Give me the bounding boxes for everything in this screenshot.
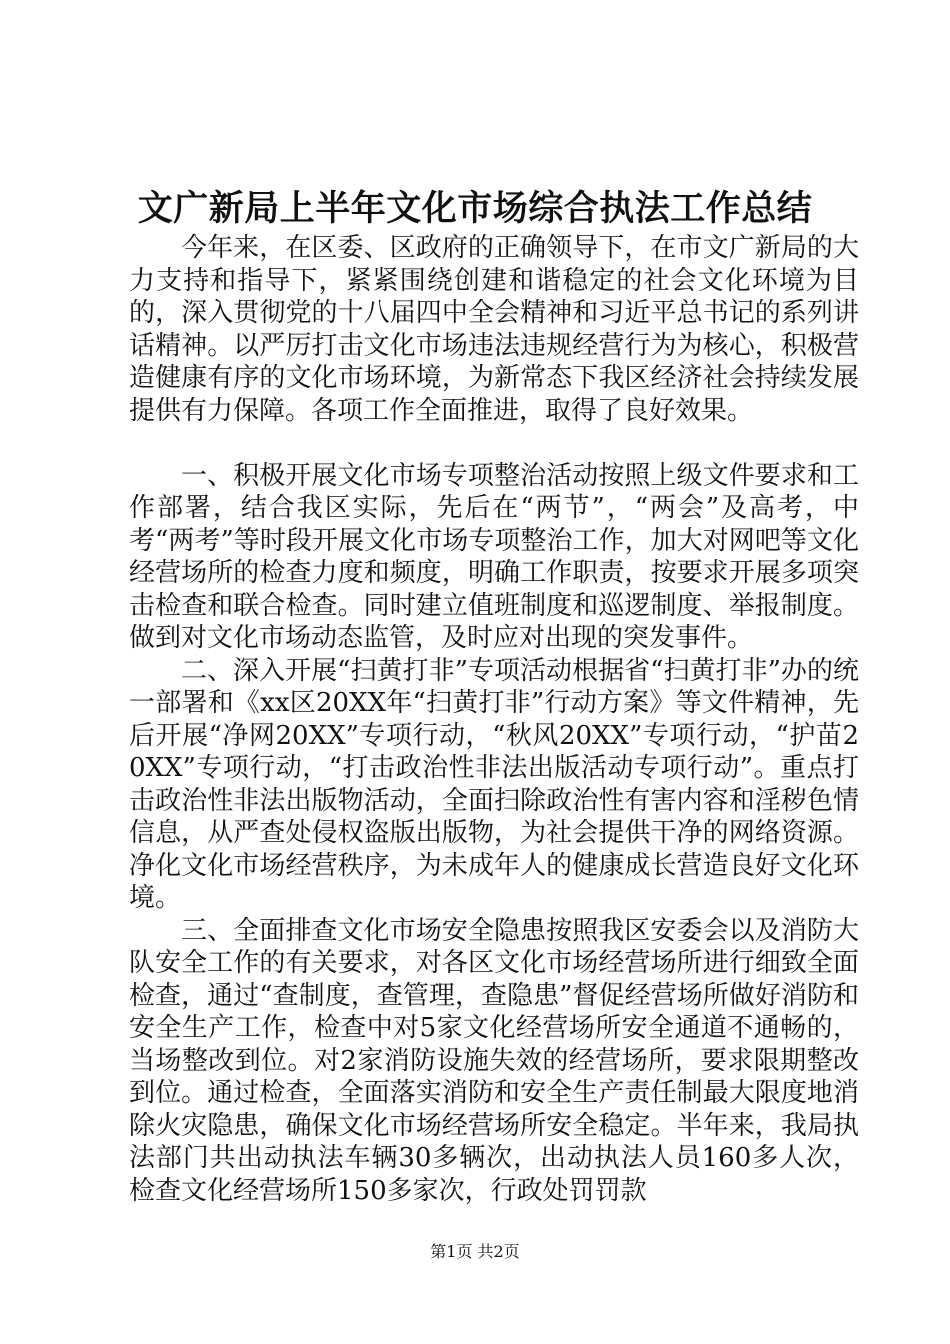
page-number-footer: 第1页 共2页 — [430, 1242, 520, 1261]
paragraph-spacer — [129, 427, 859, 460]
intro-paragraph: 今年来，在区委、区政府的正确领导下，在市文广新局的大力支持和指导下，紧紧围绕创建和谐稳定的社会文化环境为目的，深入贯彻党的十八届四中全会精神和习近平总书记的系列讲话精神。以严厉打击文化市场违法违规经营行为为核心，积极营造健康有序的文化市场环境，为新常态下我区经济社会持续发展提供有力保障。各项工作全面推进，取得了良好效果。 — [129, 233, 859, 426]
document-body — [129, 232, 859, 1207]
section-one-paragraph: 一、积极开展文化市场专项整治活动按照上级文件要求和工作部署，结合我区实际，先后在“两节”，“两会”及高考，中考“两考”等时段开展文化市场专项整治工作，加大对网吧等文化经营场所的检查力度和频度，明确工作职责，按要求开展多项突击检查和联合检查。同时建立值班制度和巡逻制度、举报制度。做到对文化市场动态监管，及时应对出现的突发事件。 — [129, 460, 859, 653]
section-two-paragraph: 二、深入开展“扫黄打非”专项活动根据省“扫黄打非”办的统一部署和《xx区20XX年“扫黄打非”行动方案》等文件精神，先后开展“净网20XX”专项行动，“秋风20XX”专项行动，“护苗20XX”专项行动，“打击政治性非法出版活动专项行动”。重点打击政治性非法出版物活动，全面扫除政治性有害内容和淫秽色情信息，从严查处侵权盗版出版物，为社会提供干净的网络资源。净化文化市场经营秩序，为未成年人的健康成长营造良好文化环境。 — [129, 655, 859, 913]
section-three-paragraph: 三、全面排查文化市场安全隐患按照我区安委会以及消防大队安全工作的有关要求，对各区文化市场经营场所进行细致全面检查，通过“查制度，查管理，查隐患”督促经营场所做好消防和安全生产工作，检查中对5家文化经营场所安全通道不通畅的，当场整改到位。对2家消防设施失效的经营场所，要求限期整改到位。通过检查，全面落实消防和安全生产责任制最大限度地消除火灾隐患，确保文化市场经营场所安全稳定。半年来，我局执法部门共出动执法车辆30多辆次，出动执法人员160多人次，检查文化经营场所150多家次，行政处罚罚款 — [129, 915, 859, 1206]
document-title: 文广新局上半年文化市场综合执法工作总结 — [137, 188, 813, 229]
